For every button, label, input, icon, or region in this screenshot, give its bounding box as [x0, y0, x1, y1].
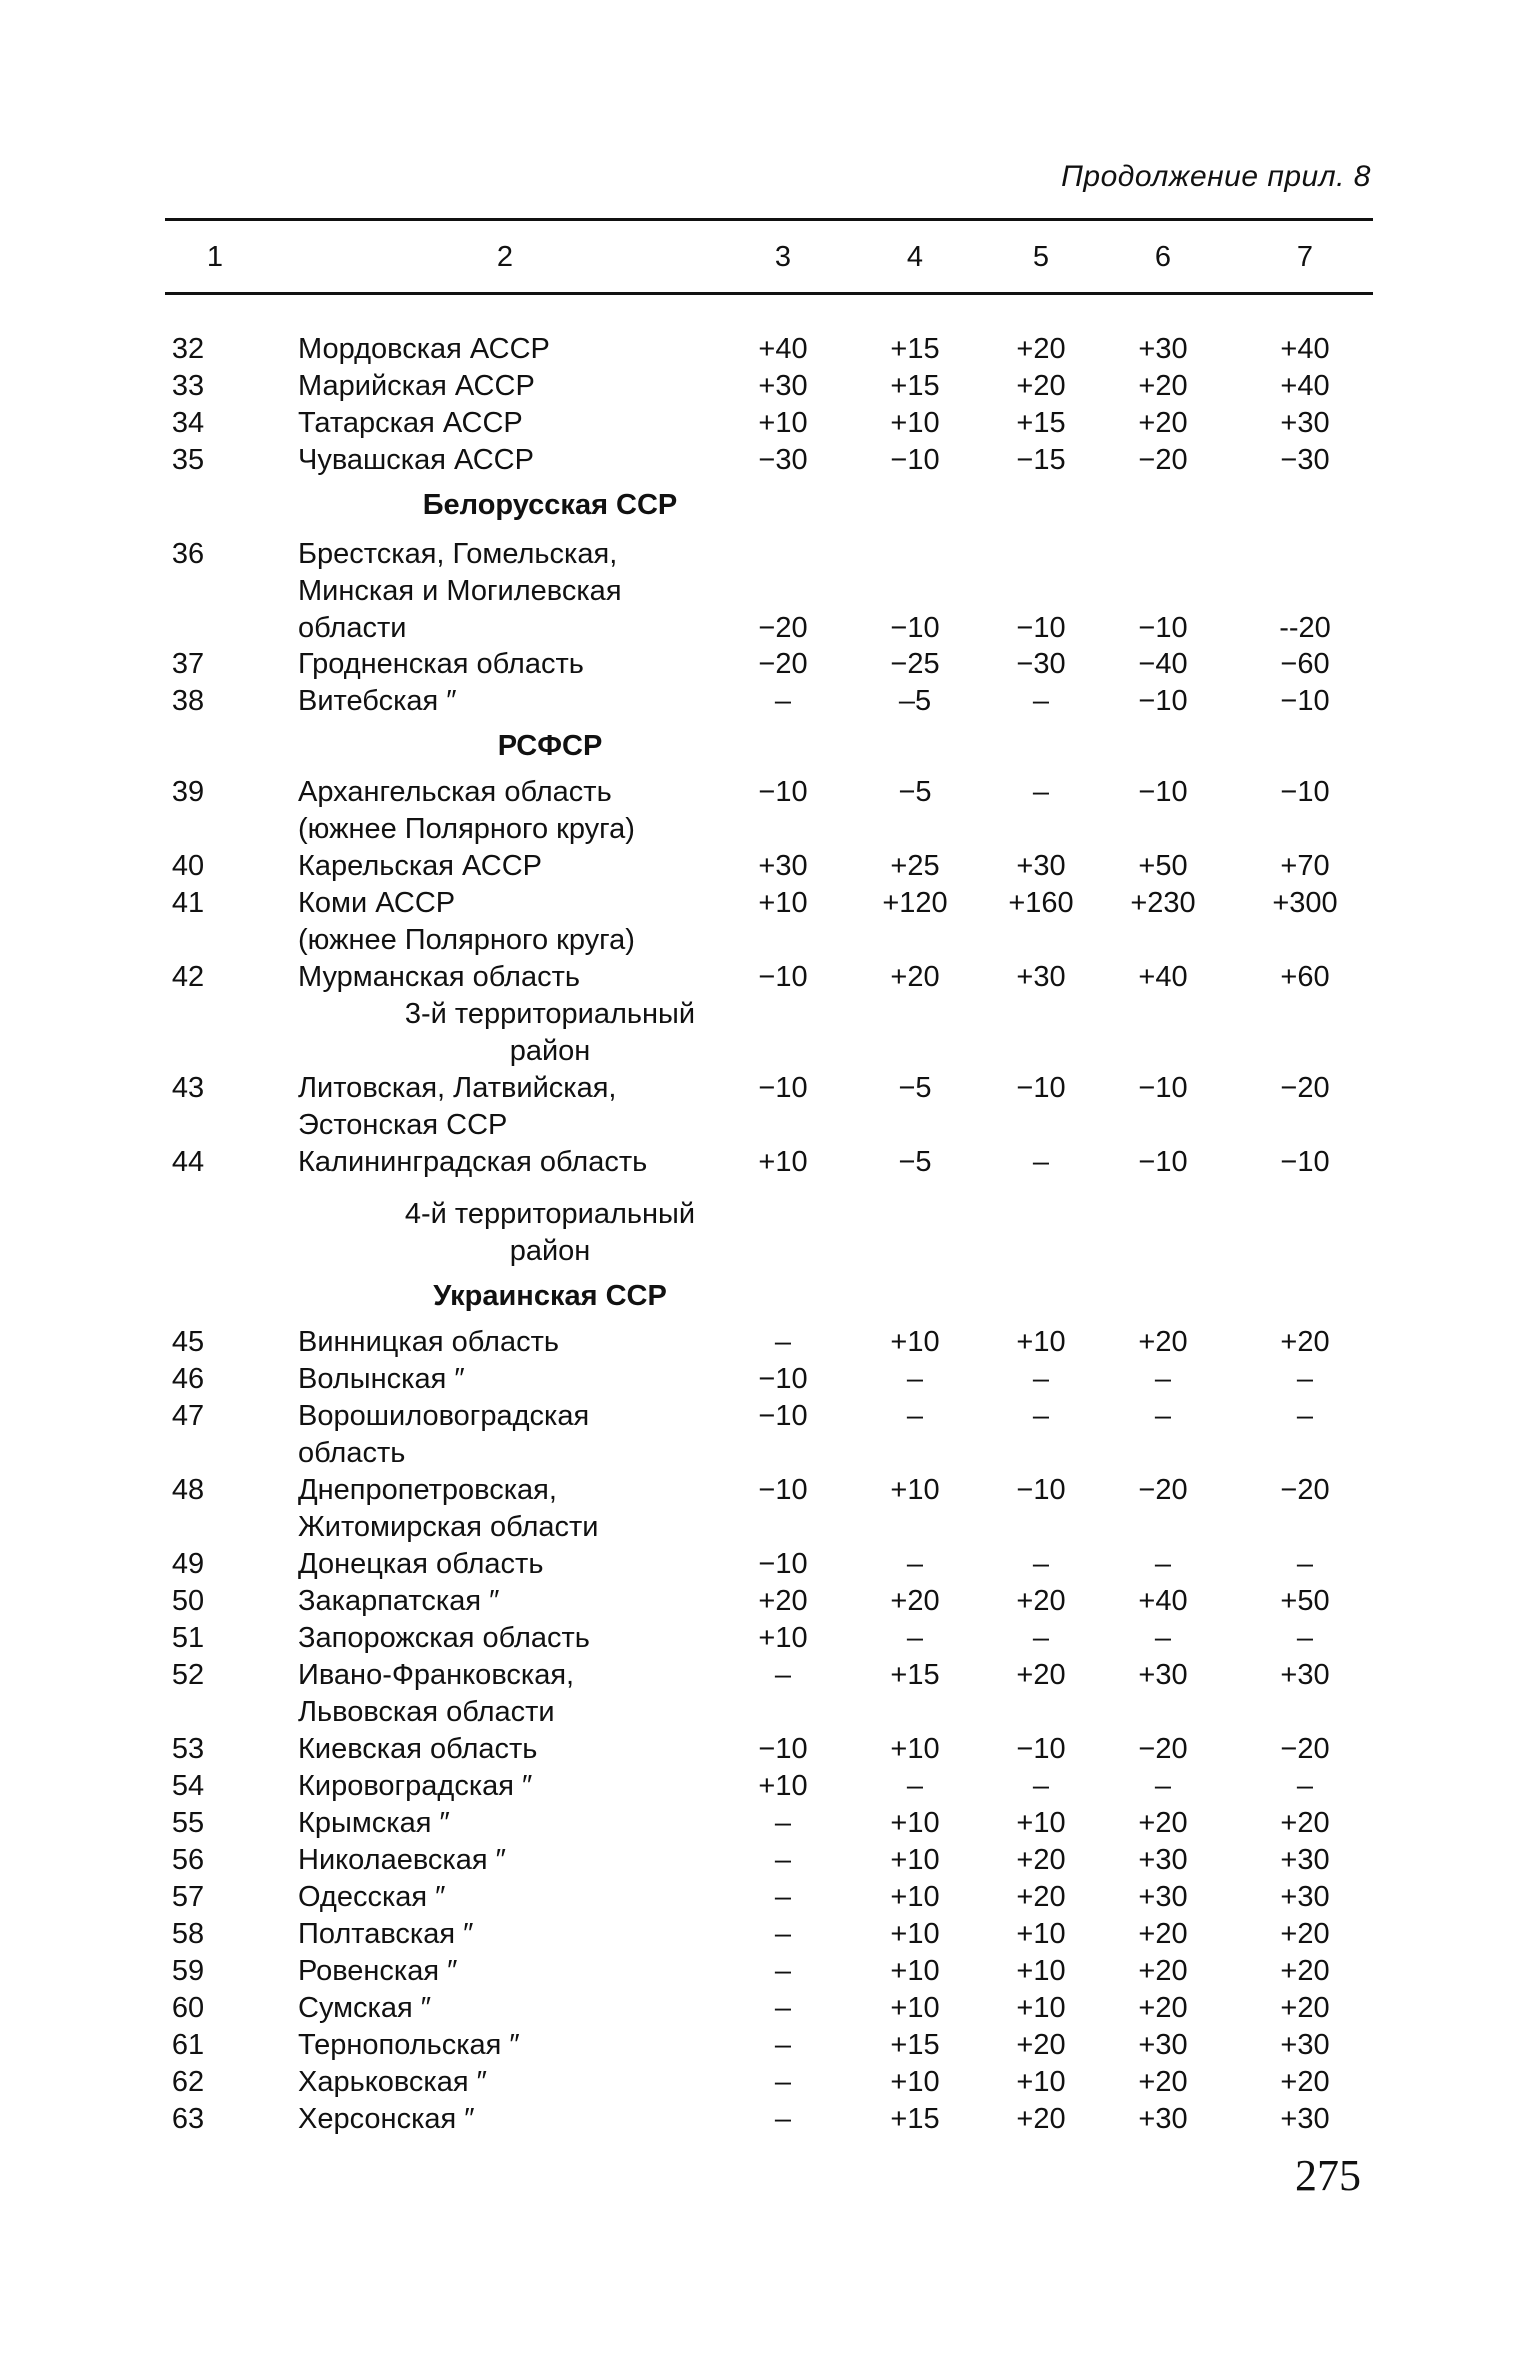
value-col-3: – [774, 1918, 792, 1950]
value-col-4: +10 [890, 1844, 940, 1876]
value-col-3: +30 [758, 850, 808, 882]
value-col-6: – [1154, 1363, 1172, 1395]
section-heading: Белорусская ССР [422, 489, 678, 521]
value-col-3: – [774, 1881, 792, 1913]
region-name: Коми АССР [298, 887, 456, 919]
value-col-5: +10 [1016, 1918, 1066, 1950]
row-number: 51 [171, 1622, 205, 1654]
region-name: Запорожская область [298, 1622, 590, 1654]
row-number: 49 [171, 1548, 205, 1580]
value-col-6: +20 [1138, 370, 1188, 402]
value-col-5: – [1032, 1548, 1050, 1580]
value-col-6: +20 [1138, 1992, 1188, 2024]
region-name: Житомирская области [298, 1511, 599, 1543]
value-col-7: – [1296, 1400, 1314, 1432]
region-name: Эстонская ССР [298, 1109, 508, 1141]
value-col-3: +10 [758, 1770, 808, 1802]
table-top-rule [165, 218, 1373, 221]
value-col-7: −30 [1280, 444, 1330, 476]
value-col-6: – [1154, 1548, 1172, 1580]
table-row [0, 1767, 1536, 1805]
table-row [0, 682, 1536, 720]
column-header-3: 3 [774, 241, 792, 273]
value-col-7: +70 [1280, 850, 1330, 882]
row-number: 38 [171, 685, 205, 717]
value-col-6: +30 [1138, 1659, 1188, 1691]
value-col-6: −10 [1138, 776, 1188, 808]
value-col-7: +30 [1280, 1659, 1330, 1691]
table-row [0, 958, 1536, 996]
value-col-7: +20 [1280, 1955, 1330, 1987]
value-col-5: – [1032, 1146, 1050, 1178]
value-col-7: --20 [1279, 612, 1331, 644]
value-col-7: +30 [1280, 1844, 1330, 1876]
region-name: (южнее Полярного круга) [298, 924, 635, 956]
row-number: 62 [171, 2066, 205, 2098]
value-col-4: +120 [882, 887, 948, 919]
territorial-district-label: 4-й территориальный [404, 1198, 696, 1230]
table-row [0, 1582, 1536, 1620]
region-name: (южнее Полярного круга) [298, 813, 635, 845]
value-col-7: – [1296, 1548, 1314, 1580]
region-name: Кировоградская ″ [298, 1770, 533, 1802]
value-col-7: – [1296, 1363, 1314, 1395]
region-name: области [298, 612, 407, 644]
row-number: 48 [171, 1474, 205, 1506]
table-row [0, 1915, 1536, 1953]
region-name: Витебская ″ [298, 685, 457, 717]
row-number: 61 [171, 2029, 205, 2061]
value-col-7: −10 [1280, 1146, 1330, 1178]
value-col-3: – [774, 1955, 792, 1987]
region-name: Татарская АССР [298, 407, 523, 439]
value-col-3: – [774, 1807, 792, 1839]
value-col-6: +30 [1138, 2103, 1188, 2135]
table-row [0, 404, 1536, 442]
region-name: Мурманская область [298, 961, 580, 993]
value-col-3: −20 [758, 612, 808, 644]
region-name: Литовская, Латвийская, [298, 1072, 617, 1104]
region-name: Марийская АССР [298, 370, 535, 402]
table-row [0, 1878, 1536, 1916]
table-row [0, 2100, 1536, 2138]
row-number: 39 [171, 776, 205, 808]
region-name: Закарпатская ″ [298, 1585, 500, 1617]
value-col-5: +20 [1016, 1881, 1066, 1913]
value-col-3: −10 [758, 1733, 808, 1765]
value-col-5: −10 [1016, 612, 1066, 644]
territorial-district-label: район [509, 1035, 591, 1067]
row-number: 41 [171, 887, 205, 919]
region-name: Ворошиловоградская [298, 1400, 590, 1432]
value-col-5: – [1032, 1770, 1050, 1802]
value-col-7: +20 [1280, 1326, 1330, 1358]
row-number: 36 [171, 538, 205, 570]
row-number: 33 [171, 370, 205, 402]
value-col-4: +15 [890, 2103, 940, 2135]
value-col-3: −10 [758, 776, 808, 808]
region-name: Мордовская АССР [298, 333, 550, 365]
region-name: Крымская ″ [298, 1807, 450, 1839]
value-col-4: −10 [890, 612, 940, 644]
table-row [0, 1619, 1536, 1657]
region-name: Полтавская ″ [298, 1918, 474, 1950]
row-number: 55 [171, 1807, 205, 1839]
value-col-5: +20 [1016, 1659, 1066, 1691]
value-col-3: – [774, 2066, 792, 2098]
row-number: 34 [171, 407, 205, 439]
value-col-7: +20 [1280, 2066, 1330, 2098]
value-col-5: +10 [1016, 1326, 1066, 1358]
value-col-5: +20 [1016, 1844, 1066, 1876]
value-col-3: −10 [758, 1363, 808, 1395]
value-col-6: −10 [1138, 612, 1188, 644]
row-number: 37 [171, 648, 205, 680]
value-col-6: −20 [1138, 444, 1188, 476]
value-col-6: +30 [1138, 1881, 1188, 1913]
value-col-5: +20 [1016, 2029, 1066, 2061]
value-col-4: −25 [890, 648, 940, 680]
value-col-7: +300 [1272, 887, 1338, 919]
value-col-3: – [774, 1326, 792, 1358]
value-col-5: −10 [1016, 1072, 1066, 1104]
table-row [0, 884, 1536, 956]
value-col-6: +40 [1138, 1585, 1188, 1617]
value-col-7: +50 [1280, 1585, 1330, 1617]
table-row [0, 1471, 1536, 1543]
column-header-7: 7 [1296, 241, 1314, 273]
value-col-5: +20 [1016, 2103, 1066, 2135]
column-header-6: 6 [1154, 241, 1172, 273]
region-name: Киевская область [298, 1733, 538, 1765]
table-row [0, 1989, 1536, 2027]
table-row [0, 847, 1536, 885]
value-col-7: +30 [1280, 2103, 1330, 2135]
table-row [0, 1952, 1536, 1990]
value-col-4: – [906, 1548, 924, 1580]
value-col-4: +10 [890, 1918, 940, 1950]
value-col-3: – [774, 685, 792, 717]
value-col-7: −20 [1280, 1474, 1330, 1506]
value-col-5: +30 [1016, 850, 1066, 882]
value-col-4: +15 [890, 370, 940, 402]
region-name: Харьковская ″ [298, 2066, 487, 2098]
column-header-1: 1 [206, 241, 224, 273]
row-number: 60 [171, 1992, 205, 2024]
value-col-3: −10 [758, 1072, 808, 1104]
value-col-3: −10 [758, 1548, 808, 1580]
value-col-3: −20 [758, 648, 808, 680]
row-number: 58 [171, 1918, 205, 1950]
value-col-7: +60 [1280, 961, 1330, 993]
value-col-6: +30 [1138, 1844, 1188, 1876]
territorial-district-label: район [509, 1235, 591, 1267]
row-number: 50 [171, 1585, 205, 1617]
page-number: 275 [1295, 2151, 1361, 2200]
value-col-3: – [774, 2103, 792, 2135]
value-col-4: –5 [898, 685, 932, 717]
value-col-5: +15 [1016, 407, 1066, 439]
table-row [0, 1360, 1536, 1398]
value-col-5: +20 [1016, 370, 1066, 402]
value-col-3: +10 [758, 1622, 808, 1654]
value-col-4: +25 [890, 850, 940, 882]
row-number: 46 [171, 1363, 205, 1395]
value-col-3: +10 [758, 887, 808, 919]
value-col-5: +20 [1016, 333, 1066, 365]
value-col-6: – [1154, 1770, 1172, 1802]
value-col-5: +10 [1016, 1955, 1066, 1987]
row-number: 54 [171, 1770, 205, 1802]
value-col-4: +10 [890, 1955, 940, 1987]
value-col-3: – [774, 1844, 792, 1876]
continuation-caption: Продолжение прил. 8 [1061, 160, 1371, 193]
region-name: Калининградская область [298, 1146, 648, 1178]
table-row [0, 1323, 1536, 1361]
value-col-4: +15 [890, 333, 940, 365]
row-number: 43 [171, 1072, 205, 1104]
row-number: 45 [171, 1326, 205, 1358]
value-col-5: – [1032, 1622, 1050, 1654]
value-col-7: – [1296, 1770, 1314, 1802]
value-col-4: – [906, 1622, 924, 1654]
value-col-6: −40 [1138, 648, 1188, 680]
table-row [0, 2063, 1536, 2101]
table-row [0, 1545, 1536, 1583]
value-col-4: – [906, 1770, 924, 1802]
region-name: Ивано-Франковская, [298, 1659, 575, 1691]
region-name: Архангельская область [298, 776, 612, 808]
value-col-6: −10 [1138, 685, 1188, 717]
value-col-6: +40 [1138, 961, 1188, 993]
region-name: Одесская ″ [298, 1881, 446, 1913]
value-col-4: −5 [898, 1072, 932, 1104]
section-heading: Украинская ССР [433, 1280, 667, 1312]
value-col-6: −20 [1138, 1474, 1188, 1506]
value-col-3: – [774, 1992, 792, 2024]
value-col-4: +15 [890, 2029, 940, 2061]
value-col-3: +10 [758, 407, 808, 439]
row-number: 44 [171, 1146, 205, 1178]
value-col-4: +15 [890, 1659, 940, 1691]
table-row [0, 1804, 1536, 1842]
value-col-6: +230 [1130, 887, 1196, 919]
table-row [0, 1730, 1536, 1768]
row-number: 35 [171, 444, 205, 476]
table-row [0, 2026, 1536, 2064]
region-name: Днепропетровская, [298, 1474, 557, 1506]
value-col-4: – [906, 1400, 924, 1432]
column-header-2: 2 [496, 241, 514, 273]
value-col-5: – [1032, 1400, 1050, 1432]
value-col-5: +10 [1016, 1992, 1066, 2024]
value-col-4: +20 [890, 1585, 940, 1617]
value-col-4: +10 [890, 1474, 940, 1506]
value-col-4: – [906, 1363, 924, 1395]
value-col-7: +20 [1280, 1992, 1330, 2024]
value-col-3: – [774, 2029, 792, 2061]
value-col-7: +20 [1280, 1807, 1330, 1839]
value-col-5: – [1032, 1363, 1050, 1395]
region-name: Волынская ″ [298, 1363, 465, 1395]
table-row [0, 535, 1536, 644]
value-col-6: +20 [1138, 407, 1188, 439]
value-col-5: +10 [1016, 2066, 1066, 2098]
value-col-7: +40 [1280, 333, 1330, 365]
value-col-3: – [774, 1659, 792, 1691]
row-number: 47 [171, 1400, 205, 1432]
table-row [0, 441, 1536, 479]
value-col-4: +10 [890, 1326, 940, 1358]
value-col-5: −30 [1016, 648, 1066, 680]
row-number: 52 [171, 1659, 205, 1691]
value-col-7: +30 [1280, 407, 1330, 439]
value-col-5: +30 [1016, 961, 1066, 993]
value-col-7: −10 [1280, 685, 1330, 717]
value-col-6: −20 [1138, 1733, 1188, 1765]
value-col-6: – [1154, 1400, 1172, 1432]
value-col-5: +10 [1016, 1807, 1066, 1839]
value-col-4: +10 [890, 1733, 940, 1765]
table-row [0, 1656, 1536, 1728]
table-row [0, 1143, 1536, 1181]
value-col-7: +30 [1280, 2029, 1330, 2061]
section-heading: РСФСР [497, 730, 603, 762]
region-name: Сумская ″ [298, 1992, 432, 2024]
value-col-5: −10 [1016, 1733, 1066, 1765]
region-name: Брестская, Гомельская, [298, 538, 618, 570]
value-col-7: −60 [1280, 648, 1330, 680]
value-col-5: −15 [1016, 444, 1066, 476]
table-row [0, 1069, 1536, 1141]
value-col-3: −10 [758, 1474, 808, 1506]
value-col-7: −20 [1280, 1072, 1330, 1104]
table-row [0, 1397, 1536, 1469]
row-number: 57 [171, 1881, 205, 1913]
table-row [0, 330, 1536, 368]
column-header-4: 4 [906, 241, 924, 273]
value-col-6: +20 [1138, 1955, 1188, 1987]
region-name: Донецкая область [298, 1548, 544, 1580]
row-number: 59 [171, 1955, 205, 1987]
row-number: 32 [171, 333, 205, 365]
value-col-5: −10 [1016, 1474, 1066, 1506]
value-col-6: +50 [1138, 850, 1188, 882]
column-header-5: 5 [1032, 241, 1050, 273]
value-col-3: −10 [758, 1400, 808, 1432]
table-row [0, 773, 1536, 845]
value-col-6: +30 [1138, 2029, 1188, 2061]
value-col-4: +10 [890, 407, 940, 439]
value-col-7: −10 [1280, 776, 1330, 808]
region-name: Минская и Могилевская [298, 575, 622, 607]
row-number: 40 [171, 850, 205, 882]
table-header-row [0, 238, 1536, 276]
value-col-6: +20 [1138, 1918, 1188, 1950]
table-row [0, 645, 1536, 683]
region-name: Херсонская ″ [298, 2103, 475, 2135]
table-header-rule [165, 292, 1373, 295]
row-number: 63 [171, 2103, 205, 2135]
value-col-6: −10 [1138, 1072, 1188, 1104]
table-row [0, 1841, 1536, 1879]
value-col-4: −5 [898, 776, 932, 808]
value-col-6: +30 [1138, 333, 1188, 365]
value-col-4: −5 [898, 1146, 932, 1178]
value-col-5: – [1032, 776, 1050, 808]
table-row [0, 367, 1536, 405]
value-col-5: +160 [1008, 887, 1074, 919]
value-col-5: +20 [1016, 1585, 1066, 1617]
region-name: Гродненская область [298, 648, 584, 680]
value-col-3: −10 [758, 961, 808, 993]
row-number: 42 [171, 961, 205, 993]
value-col-7: – [1296, 1622, 1314, 1654]
value-col-6: +20 [1138, 1326, 1188, 1358]
region-name: Ровенская ″ [298, 1955, 458, 1987]
region-name: Чувашская АССР [298, 444, 534, 476]
region-name: Тернопольская ″ [298, 2029, 520, 2061]
value-col-3: +40 [758, 333, 808, 365]
region-name: область [298, 1437, 406, 1469]
value-col-6: +20 [1138, 2066, 1188, 2098]
value-col-3: −30 [758, 444, 808, 476]
value-col-6: – [1154, 1622, 1172, 1654]
value-col-7: −20 [1280, 1733, 1330, 1765]
value-col-3: +10 [758, 1146, 808, 1178]
value-col-7: +20 [1280, 1918, 1330, 1950]
territorial-district-label: 3-й территориальный [404, 998, 696, 1030]
value-col-6: −10 [1138, 1146, 1188, 1178]
value-col-4: +10 [890, 1807, 940, 1839]
value-col-4: +10 [890, 2066, 940, 2098]
value-col-3: +30 [758, 370, 808, 402]
row-number: 56 [171, 1844, 205, 1876]
region-name: Карельская АССР [298, 850, 542, 882]
value-col-7: +30 [1280, 1881, 1330, 1913]
value-col-7: +40 [1280, 370, 1330, 402]
value-col-4: +10 [890, 1881, 940, 1913]
value-col-4: +20 [890, 961, 940, 993]
value-col-4: −10 [890, 444, 940, 476]
value-col-5: – [1032, 685, 1050, 717]
region-name: Николаевская ″ [298, 1844, 506, 1876]
value-col-6: +20 [1138, 1807, 1188, 1839]
value-col-4: +10 [890, 1992, 940, 2024]
region-name: Винницкая область [298, 1326, 559, 1358]
row-number: 53 [171, 1733, 205, 1765]
region-name: Львовская области [298, 1696, 555, 1728]
value-col-3: +20 [758, 1585, 808, 1617]
